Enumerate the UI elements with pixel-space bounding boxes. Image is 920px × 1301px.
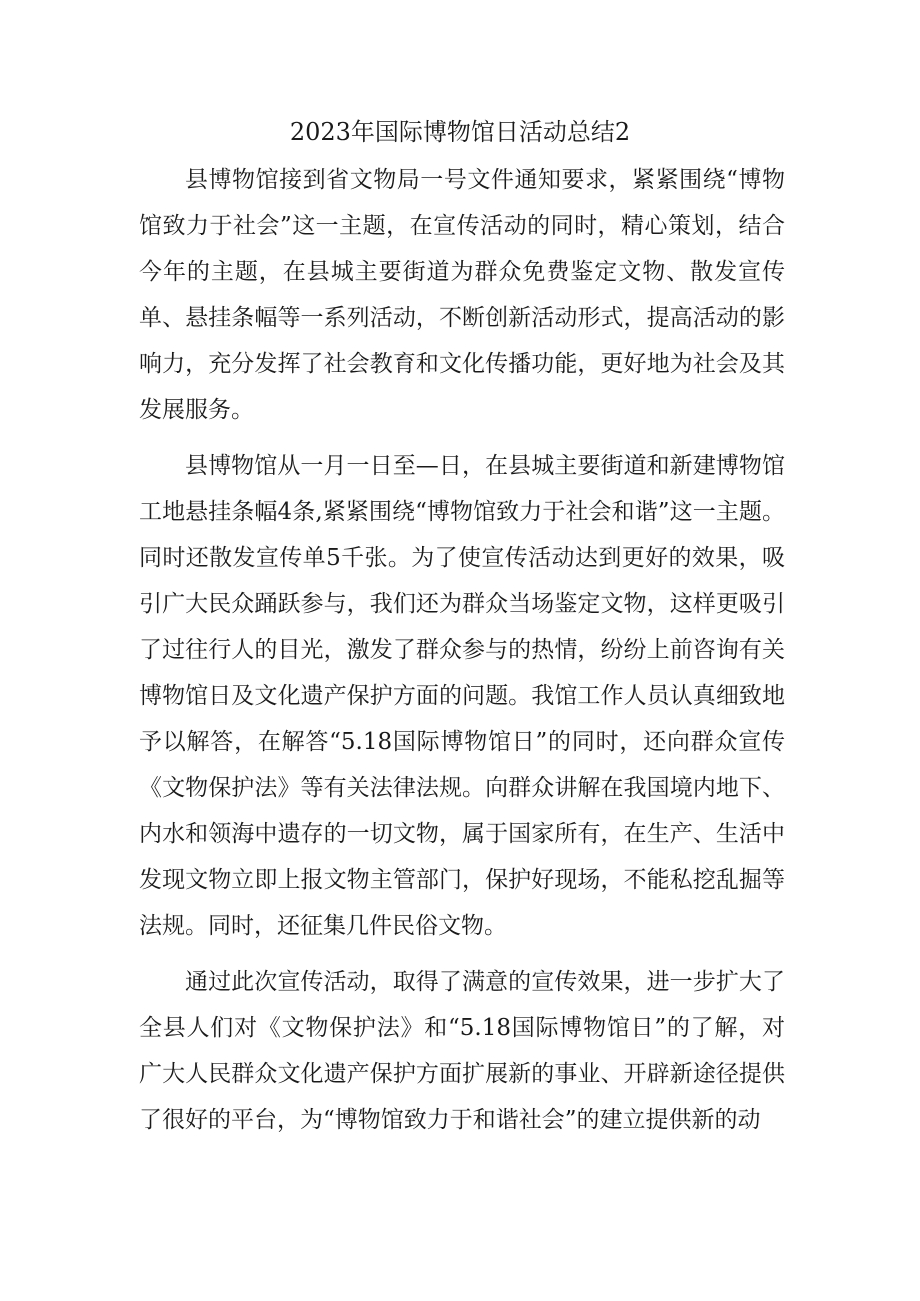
document-body	[139, 157, 785, 1143]
paragraph-3: 通过此次宣传活动，取得了满意的宣传效果，进一步扩大了全县人们对《文物保护法》和“5.18国际博物馆日”的了解，对广大人民群众文化遗产保护方面扩展新的事业、开辟新途径提供了很好的平台，为“博物馆致力于和谐社会”的建立提供新的动	[139, 969, 785, 1133]
paragraph-2: 县博物馆从一月一日至—日，在县城主要街道和新建博物馆工地悬挂条幅4条,紧紧围绕“博物馆致力于社会和谐”这一主题。同时还散发宣传单5千张。为了使宣传活动达到更好的效果，吸引广大民众踊跃参与，我们还为群众当场鉴定文物，这样更吸引了过往行人的目光，激发了群众参与的热情，纷纷上前咨询有关博物馆日及文化遗产保护方面的问题。我馆工作人员认真细致地予以解答，在解答“5.18国际博物馆日”的同时，还向群众宣传《文物保护法》等有关法律法规。向群众讲解在我国境内地下、内水和领海中遗存的一切文物，属于国家所有，在生产、生活中发现文物立即上报文物主管部门，保护好现场，不能私挖乱掘等法规。同时，还征集几件民俗文物。	[139, 453, 785, 939]
document-title: 2023年国际博物馆日活动总结2	[289, 118, 631, 146]
paragraph-1: 县博物馆接到省文物局一号文件通知要求，紧紧围绕“博物馆致力于社会”这一主题，在宣传活动的同时，精心策划，结合今年的主题，在县城主要街道为群众免费鉴定文物、散发宣传单、悬挂条幅等一系列活动，不断创新活动形式，提高活动的影响力，充分发挥了社会教育和文化传播功能，更好地为社会及其发展服务。	[139, 167, 785, 423]
